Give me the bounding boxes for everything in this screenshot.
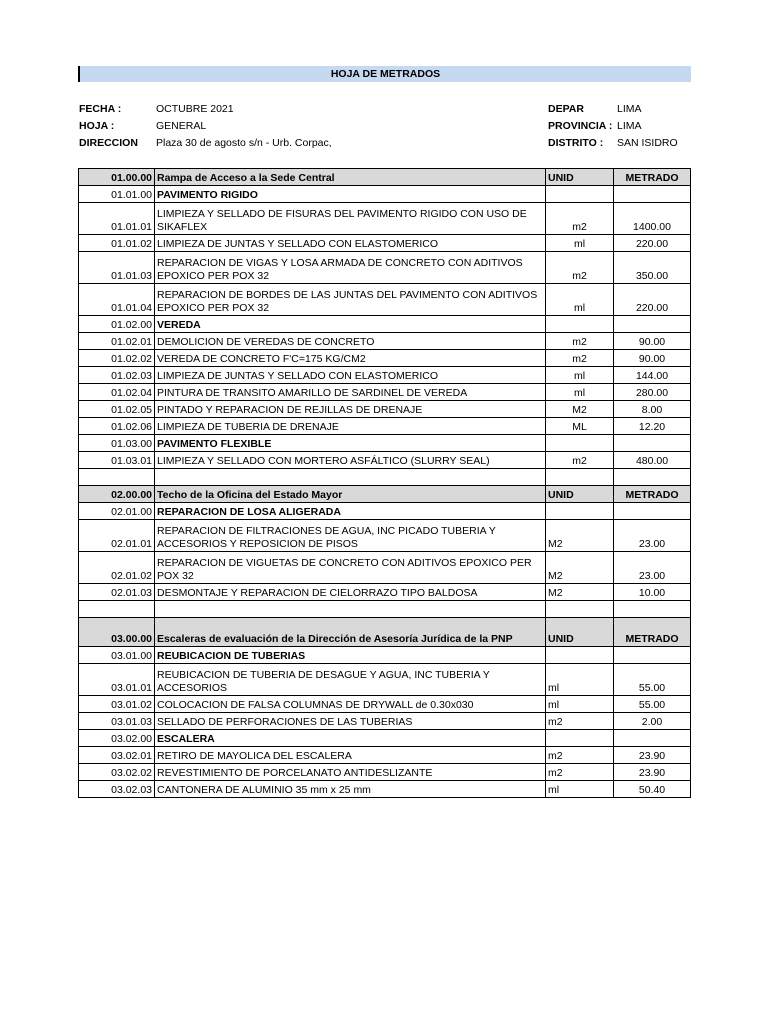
- table-row: [79, 350, 691, 367]
- table-row: [79, 520, 691, 552]
- metrado-cell: 23.90: [614, 747, 691, 764]
- direccion-value: Plaza 30 de agosto s/n - Urb. Corpac,: [156, 137, 332, 149]
- unit-cell: m2: [546, 203, 614, 235]
- unit-cell: ml: [546, 367, 614, 384]
- item-code-cell: 03.02.03: [79, 781, 155, 798]
- provincia-value: LIMA: [617, 120, 642, 132]
- item-code-cell: 01.02.04: [79, 384, 155, 401]
- unit-cell: [546, 730, 614, 747]
- hoja-label: HOJA :: [79, 120, 115, 132]
- item-description-cell: Escaleras de evaluación de la Dirección de Asesoría Jurídica de la PNP: [155, 618, 546, 647]
- item-description-cell: REPARACION DE FILTRACIONES DE AGUA, INC PICADO TUBERIA Y ACCESORIOS Y REPOSICION DE PISOS: [155, 520, 546, 552]
- item-description-cell: REPARACION DE LOSA ALIGERADA: [155, 503, 546, 520]
- item-code-cell: 02.00.00: [79, 486, 155, 503]
- item-description-cell: COLOCACION DE FALSA COLUMNAS DE DRYWALL de 0.30x030: [155, 696, 546, 713]
- item-description-cell: LIMPIEZA Y SELLADO CON MORTERO ASFÁLTICO (SLURRY SEAL): [155, 452, 546, 469]
- item-code-cell: 01.01.01: [79, 203, 155, 235]
- metrado-cell: METRADO: [614, 169, 691, 186]
- item-code-cell: 03.01.02: [79, 696, 155, 713]
- hoja-value: GENERAL: [156, 120, 207, 132]
- table-row: [79, 584, 691, 601]
- item-code-cell: 03.02.00: [79, 730, 155, 747]
- item-code-cell: [79, 469, 155, 486]
- item-code-cell: 01.02.06: [79, 418, 155, 435]
- item-description-cell: DEMOLICION DE VEREDAS DE CONCRETO: [155, 333, 546, 350]
- metrado-cell: 220.00: [614, 284, 691, 316]
- provincia-label: PROVINCIA :: [548, 120, 613, 132]
- item-code-cell: 02.01.00: [79, 503, 155, 520]
- table-row: [79, 367, 691, 384]
- metrado-cell: [614, 601, 691, 618]
- item-description-cell: VEREDA DE CONCRETO F'C=175 KG/CM2: [155, 350, 546, 367]
- metrado-cell: 90.00: [614, 333, 691, 350]
- metrado-cell: 50.40: [614, 781, 691, 798]
- metrado-cell: 23.00: [614, 520, 691, 552]
- unit-cell: ml: [546, 384, 614, 401]
- item-description-cell: CANTONERA DE ALUMINIO 35 mm x 25 mm: [155, 781, 546, 798]
- table-row: [79, 781, 691, 798]
- item-code-cell: 01.01.02: [79, 235, 155, 252]
- unit-cell: M2: [546, 401, 614, 418]
- subsection-row: [79, 435, 691, 452]
- item-code-cell: 01.01.00: [79, 186, 155, 203]
- metrado-cell: 90.00: [614, 350, 691, 367]
- table-row: [79, 713, 691, 730]
- table-row: [79, 696, 691, 713]
- unit-cell: m2: [546, 764, 614, 781]
- item-description-cell: SELLADO DE PERFORACIONES DE LAS TUBERIAS: [155, 713, 546, 730]
- item-code-cell: 02.01.03: [79, 584, 155, 601]
- item-code-cell: 01.02.05: [79, 401, 155, 418]
- blank-row: [79, 601, 691, 618]
- item-code-cell: 03.01.00: [79, 647, 155, 664]
- item-code-cell: 01.03.01: [79, 452, 155, 469]
- unit-cell: UNID: [546, 618, 614, 647]
- unit-cell: [546, 435, 614, 452]
- unit-cell: M2: [546, 552, 614, 584]
- item-description-cell: VEREDA: [155, 316, 546, 333]
- subsection-row: [79, 730, 691, 747]
- item-description-cell: REUBICACION DE TUBERIAS: [155, 647, 546, 664]
- table-row: [79, 552, 691, 584]
- metrado-cell: [614, 647, 691, 664]
- metrado-cell: METRADO: [614, 618, 691, 647]
- metrado-cell: [614, 503, 691, 520]
- item-code-cell: 01.02.03: [79, 367, 155, 384]
- metrado-cell: 10.00: [614, 584, 691, 601]
- item-description-cell: Rampa de Acceso a la Sede Central: [155, 169, 546, 186]
- table-row: [79, 747, 691, 764]
- unit-cell: [546, 503, 614, 520]
- direccion-label: DIRECCION: [79, 137, 138, 149]
- metrado-cell: 144.00: [614, 367, 691, 384]
- item-description-cell: REUBICACION DE TUBERIA DE DESAGUE Y AGUA, INC TUBERIA Y ACCESORIOS: [155, 664, 546, 696]
- item-description-cell: REVESTIMIENTO DE PORCELANATO ANTIDESLIZANTE: [155, 764, 546, 781]
- distrito-label: DISTRITO :: [548, 137, 604, 149]
- depar-label: DEPAR: [548, 103, 584, 115]
- item-code-cell: 03.01.01: [79, 664, 155, 696]
- section-header-row: [79, 618, 691, 647]
- item-code-cell: 02.01.02: [79, 552, 155, 584]
- unit-cell: m2: [546, 713, 614, 730]
- unit-cell: UNID: [546, 486, 614, 503]
- metrado-cell: [614, 316, 691, 333]
- metrado-cell: 23.00: [614, 552, 691, 584]
- distrito-value: SAN ISIDRO: [617, 137, 678, 149]
- unit-cell: ml: [546, 781, 614, 798]
- item-code-cell: 01.01.04: [79, 284, 155, 316]
- metrado-cell: [614, 730, 691, 747]
- unit-cell: m2: [546, 252, 614, 284]
- unit-cell: [546, 186, 614, 203]
- item-code-cell: 03.02.01: [79, 747, 155, 764]
- item-code-cell: [79, 601, 155, 618]
- subsection-row: [79, 316, 691, 333]
- metrado-cell: [614, 435, 691, 452]
- unit-cell: ml: [546, 664, 614, 696]
- subsection-row: [79, 186, 691, 203]
- item-description-cell: REPARACION DE VIGAS Y LOSA ARMADA DE CONCRETO CON ADITIVOS EPOXICO PER POX 32: [155, 252, 546, 284]
- table-row: [79, 203, 691, 235]
- item-code-cell: 01.02.00: [79, 316, 155, 333]
- table-row: [79, 401, 691, 418]
- metrado-cell: 280.00: [614, 384, 691, 401]
- table-row: [79, 418, 691, 435]
- metrado-cell: 2.00: [614, 713, 691, 730]
- metrado-cell: 480.00: [614, 452, 691, 469]
- item-description-cell: LIMPIEZA DE JUNTAS Y SELLADO CON ELASTOMERICO: [155, 235, 546, 252]
- item-description-cell: RETIRO DE MAYOLICA DEL ESCALERA: [155, 747, 546, 764]
- item-description-cell: DESMONTAJE Y REPARACION DE CIELORRAZO TIPO BALDOSA: [155, 584, 546, 601]
- fecha-label: FECHA :: [79, 103, 122, 115]
- depar-value: LIMA: [617, 103, 642, 115]
- unit-cell: [546, 647, 614, 664]
- table-row: [79, 452, 691, 469]
- metrados-table: [78, 168, 691, 798]
- subsection-row: [79, 503, 691, 520]
- metrado-cell: [614, 186, 691, 203]
- metrado-cell: 12.20: [614, 418, 691, 435]
- table-row: [79, 235, 691, 252]
- unit-cell: ML: [546, 418, 614, 435]
- item-description-cell: REPARACION DE BORDES DE LAS JUNTAS DEL PAVIMENTO CON ADITIVOS EPOXICO PER POX 32: [155, 284, 546, 316]
- unit-cell: m2: [546, 350, 614, 367]
- item-code-cell: 03.02.02: [79, 764, 155, 781]
- metrado-cell: 1400.00: [614, 203, 691, 235]
- metrado-cell: 8.00: [614, 401, 691, 418]
- item-code-cell: 02.01.01: [79, 520, 155, 552]
- item-description-cell: [155, 469, 546, 486]
- metrado-cell: 55.00: [614, 696, 691, 713]
- section-header-row: [79, 486, 691, 503]
- item-code-cell: 01.01.03: [79, 252, 155, 284]
- item-code-cell: 01.02.01: [79, 333, 155, 350]
- unit-cell: ml: [546, 284, 614, 316]
- unit-cell: M2: [546, 520, 614, 552]
- table-row: [79, 764, 691, 781]
- table-row: [79, 664, 691, 696]
- item-code-cell: 03.01.03: [79, 713, 155, 730]
- unit-cell: ml: [546, 696, 614, 713]
- item-description-cell: LIMPIEZA DE TUBERIA DE DRENAJE: [155, 418, 546, 435]
- item-description-cell: ESCALERA: [155, 730, 546, 747]
- metrado-cell: 23.90: [614, 764, 691, 781]
- table-row: [79, 252, 691, 284]
- unit-cell: m2: [546, 747, 614, 764]
- unit-cell: m2: [546, 452, 614, 469]
- metrado-cell: [614, 469, 691, 486]
- item-description-cell: PAVIMENTO FLEXIBLE: [155, 435, 546, 452]
- unit-cell: ml: [546, 235, 614, 252]
- table-row: [79, 384, 691, 401]
- item-description-cell: PAVIMENTO RIGIDO: [155, 186, 546, 203]
- subsection-row: [79, 647, 691, 664]
- item-description-cell: REPARACION DE VIGUETAS DE CONCRETO CON ADITIVOS EPOXICO PER POX 32: [155, 552, 546, 584]
- item-description-cell: Techo de la Oficina del Estado Mayor: [155, 486, 546, 503]
- metrado-cell: METRADO: [614, 486, 691, 503]
- item-code-cell: 01.00.00: [79, 169, 155, 186]
- item-description-cell: LIMPIEZA DE JUNTAS Y SELLADO CON ELASTOMERICO: [155, 367, 546, 384]
- item-code-cell: 03.00.00: [79, 618, 155, 647]
- blank-row: [79, 469, 691, 486]
- unit-cell: [546, 601, 614, 618]
- metrado-cell: 220.00: [614, 235, 691, 252]
- sheet-title: HOJA DE METRADOS: [78, 66, 691, 82]
- unit-cell: [546, 469, 614, 486]
- item-description-cell: PINTADO Y REPARACION DE REJILLAS DE DRENAJE: [155, 401, 546, 418]
- unit-cell: UNID: [546, 169, 614, 186]
- table-row: [79, 333, 691, 350]
- item-description-cell: [155, 601, 546, 618]
- item-description-cell: LIMPIEZA Y SELLADO DE FISURAS DEL PAVIMENTO RIGIDO CON USO DE SIKAFLEX: [155, 203, 546, 235]
- item-code-cell: 01.02.02: [79, 350, 155, 367]
- section-header-row: [79, 169, 691, 186]
- metrado-cell: 350.00: [614, 252, 691, 284]
- unit-cell: M2: [546, 584, 614, 601]
- fecha-value: OCTUBRE 2021: [156, 103, 234, 115]
- item-description-cell: PINTURA DE TRANSITO AMARILLO DE SARDINEL DE VEREDA: [155, 384, 546, 401]
- unit-cell: m2: [546, 333, 614, 350]
- unit-cell: [546, 316, 614, 333]
- item-code-cell: 01.03.00: [79, 435, 155, 452]
- metrado-cell: 55.00: [614, 664, 691, 696]
- table-row: [79, 284, 691, 316]
